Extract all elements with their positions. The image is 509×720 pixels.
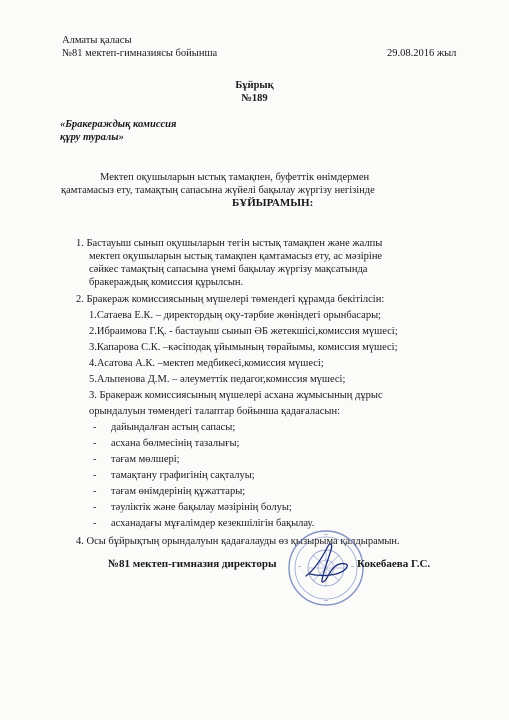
item-4: 4. Осы бұйрықтың орындалуын қадағалауды өз қызырыма қалдырамын.	[76, 536, 400, 547]
member-3: 3.Капарова С.К. –кәсіподақ ұйымының төрайымы, комиссия мүшесі;	[89, 342, 398, 353]
signature-position: №81 мектеп-гимназия директоры	[108, 558, 277, 570]
requirement-dash: -	[93, 454, 97, 465]
order-number: №189	[241, 93, 268, 104]
requirement-dash: -	[93, 438, 97, 449]
item-2-heading: 2. Бракераж комиссиясының мүшелері төмендегі құрамда бекітілсін:	[76, 294, 385, 305]
requirement-dash: -	[93, 518, 97, 529]
header-date: 29.08.2016 жыл	[387, 48, 457, 59]
signature-name: Кокебаева Г.С.	[357, 558, 431, 570]
member-2: 2.Ибраимова Г.Қ. - бастауыш сынып ӘБ жетекшісі,комиссия мүшесі;	[89, 326, 398, 337]
requirement-2: асхана бөлмесінің тазалығы;	[111, 438, 240, 449]
item-3-line-1: 3. Бракераж комиссиясының мүшелері асхана жұмысының дұрыс	[89, 390, 383, 401]
member-5: 5.Альпенова Д.М. – әлеуметтік педагог,комиссия мүшесі;	[89, 374, 346, 385]
item-1-line-2: мектеп оқушыларын ыстық тамақпен қамтамасыз ету, ас мәзіріне	[89, 251, 383, 262]
requirement-6: тәуліктік және бақылау мәзірінің болуы;	[111, 502, 292, 513]
item-1-line-3: сәйкес тамақтың сапасына үнемі бақылау жүргізу мақсатында	[89, 264, 368, 275]
item-3-line-2: орындалуын төмендегі талаптар бойынша қадағаласын:	[89, 406, 341, 417]
preamble-line-2: қамтамасыз ету, тамақтың сапасына жүйелі бақылау жүргізу негізінде	[61, 185, 375, 196]
item-1-line-4: бракераждық комиссия құрылсын.	[89, 277, 244, 288]
order-command: БҰЙЫРАМЫН:	[232, 197, 314, 209]
subject-line-1: «Бракераждық комиссия	[60, 119, 177, 130]
member-4: 4.Асатова А.К. –мектеп медбикесі,комиссия мүшесі;	[89, 358, 324, 369]
header-school: №81 мектеп-гимназиясы бойынша	[62, 48, 218, 59]
requirement-dash: -	[93, 502, 97, 513]
order-title: Бұйрық	[235, 80, 274, 91]
requirement-7: асханадағы мұғалімдер кезекшілігін бақылау.	[111, 518, 315, 529]
requirement-3: тағам мөлшері;	[111, 454, 180, 465]
preamble-line-1: Мектеп оқушыларын ыстық тамақпен, буфеттік өнімдермен	[100, 172, 370, 183]
requirement-1: дайындалған астың сапасы;	[111, 422, 236, 433]
requirement-dash: -	[93, 486, 97, 497]
member-1: 1.Сатаева Е.К. – директордың оқу-тәрбие жөніндегі орынбасары;	[89, 310, 382, 321]
requirement-dash: -	[93, 470, 97, 481]
requirement-5: тағам өнімдерінің құжаттары;	[111, 486, 246, 497]
requirement-4: тамақтану графигінің сақталуы;	[111, 470, 255, 481]
requirement-dash: -	[93, 422, 97, 433]
item-1-line-1: 1. Бастауыш сынып оқушыларын тегін ыстық тамақпен және жалпы	[76, 238, 383, 249]
header-city: Алматы қаласы	[62, 35, 132, 46]
subject-line-2: құру туралы»	[60, 132, 124, 143]
signature-icon	[300, 540, 352, 590]
